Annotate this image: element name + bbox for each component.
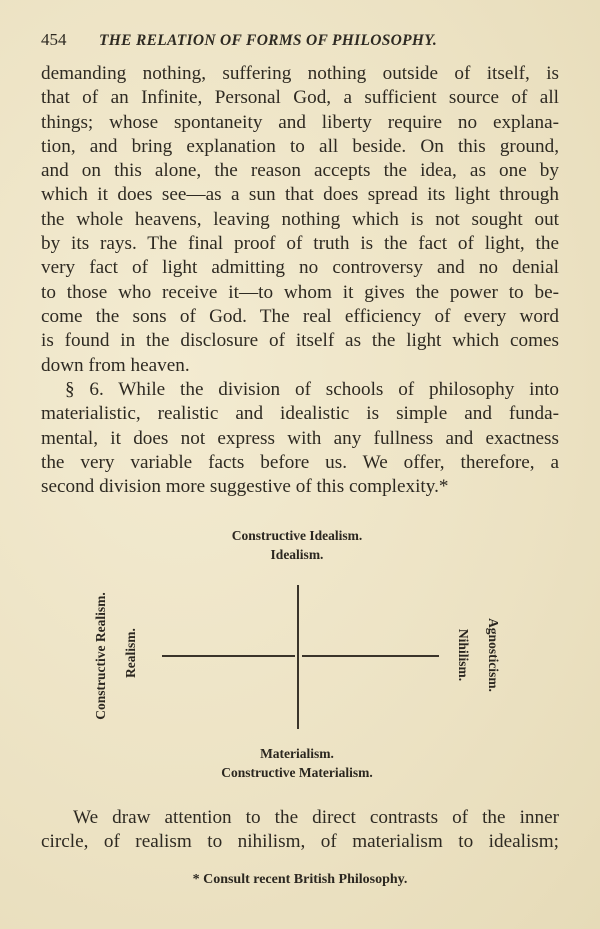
text-line: § 6. While the division of schools of philosophy into <box>65 379 559 400</box>
text-line: to those who receive it—to whom it gives the power to be- <box>41 281 559 303</box>
running-header <box>41 30 437 50</box>
label-agnosticism: Agnosticism. <box>486 618 501 692</box>
running-title: THE RELATION OF FORMS OF PHILOSOPHY. <box>99 32 438 49</box>
label-constructive-idealism: Constructive Idealism. <box>231 528 363 543</box>
text-line: down from heaven. <box>41 354 190 376</box>
vertical-axis-line <box>297 585 299 729</box>
text-line: very fact of light admitting no controversy and no denial <box>41 257 559 279</box>
text-line: by its rays. The final proof of truth is the fact of light, the <box>41 233 559 255</box>
text-line: We draw attention to the direct contrasts of the inner <box>73 807 559 828</box>
text-line: and on this alone, the reason accepts the idea, as one by <box>41 160 559 182</box>
label-nihilism: Nihilism. <box>456 628 471 682</box>
label-realism: Realism. <box>123 628 138 678</box>
text-line: which it does see—as a sun that does spread its light through <box>41 184 559 206</box>
paragraph-3 <box>41 806 559 855</box>
text-line: the whole heavens, leaving nothing which is not sought out <box>41 208 559 230</box>
horizontal-axis-line-right <box>302 655 439 657</box>
text-line: mental, it does not express with any fullness and exactness <box>41 427 559 449</box>
text-line: the very variable facts before us. We offer, therefore, a <box>41 451 559 473</box>
text-line: is found in the disclosure of itself as the light which comes <box>41 330 559 352</box>
text-line: things; whose spontaneity and liberty require no explana- <box>41 111 559 133</box>
text-line: circle, of realism to nihilism, of materialism to idealism; <box>41 831 559 853</box>
paragraph-1 <box>41 62 559 378</box>
horizontal-axis-line-left <box>162 655 295 657</box>
label-materialism: Materialism. <box>260 746 334 761</box>
text-line: come the sons of God. The real efficiency of every word <box>41 305 559 327</box>
label-constructive-materialism: Constructive Materialism. <box>221 765 373 780</box>
text-line: second division more suggestive of this complexity.* <box>41 476 449 498</box>
footnote: * Consult recent British Philosophy. <box>192 872 408 887</box>
paragraph-2 <box>41 378 559 499</box>
text-line: tion, and bring explanation to all beside. On this ground, <box>41 135 559 157</box>
page-number: 454 <box>41 30 67 49</box>
text-line: that of an Infinite, Personal God, a sufficient source of all <box>41 87 559 109</box>
text-line: demanding nothing, suffering nothing outside of itself, is <box>41 63 559 84</box>
label-constructive-realism: Constructive Realism. <box>93 592 108 720</box>
text-line: materialistic, realistic and idealistic is simple and funda- <box>41 403 559 425</box>
label-idealism: Idealism. <box>270 547 324 562</box>
